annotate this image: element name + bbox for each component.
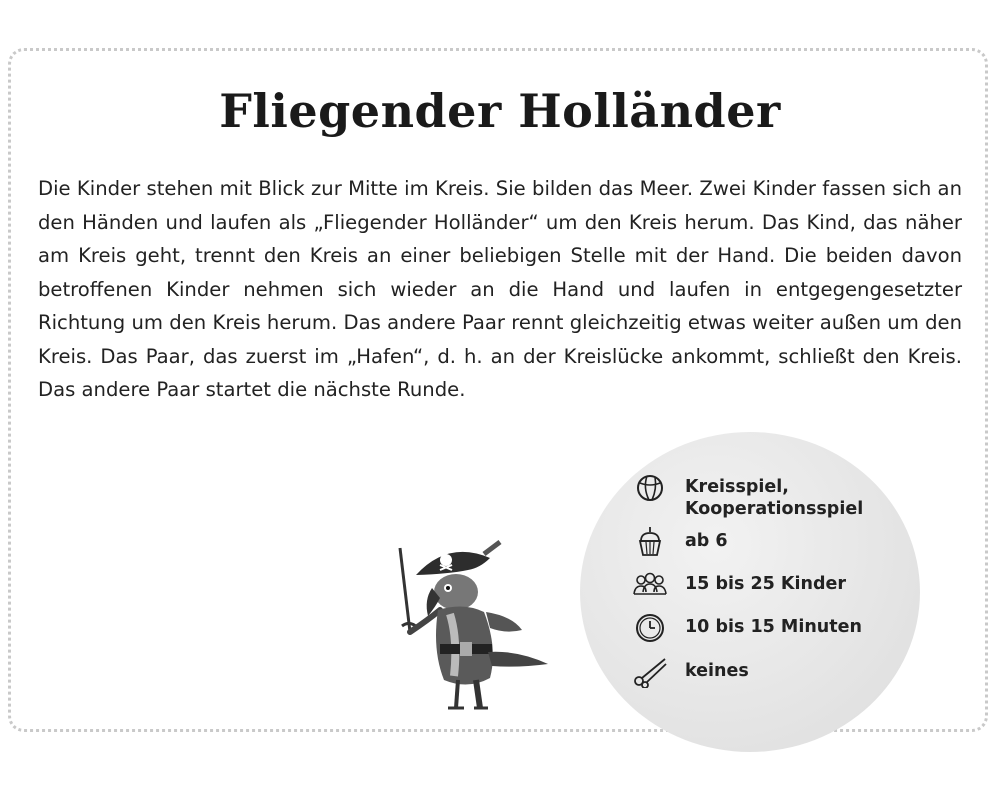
info-players: 15 bis 25 Kinder — [685, 574, 846, 594]
pirate-parrot-illustration — [388, 540, 558, 720]
game-info-circle — [580, 432, 920, 752]
game-description: Die Kinder stehen mit Blick zur Mitte im Kreis. Sie bilden das Meer. Zwei Kinder fassen sich an den Händen und laufen als „Fliegender Holländer“ um den Kreis herum. Das Kind, das näher am Kreis geht, trennt den Kreis an einer beliebigen Stelle mit der Hand. Die beiden davon betroffenen Kinder nehmen sich wieder an die Hand und laufen in entgegengesetzter Richtung um den Kreis herum. Das andere Paar rennt gleichzeitig etwas weiter außen um den Kreis. Das Paar, das zuerst im „Hafen“, d. h. an der Kreislücke ankommt, schließt den Kreis. Das andere Paar startet die nächste Runde. — [38, 177, 962, 401]
group-icon — [632, 567, 668, 603]
info-age: ab 6 — [685, 531, 728, 551]
info-row-duration — [580, 610, 920, 650]
clock-icon — [632, 610, 668, 646]
scissors-icon — [632, 654, 668, 690]
info-row-players — [580, 567, 920, 607]
page-title: Fliegender Holländer — [219, 84, 781, 138]
cupcake-icon — [632, 524, 668, 560]
ball-icon — [632, 470, 668, 506]
info-type-line1: Kreisspiel, — [685, 477, 789, 497]
info-materials: keines — [685, 661, 749, 681]
info-row-type — [580, 470, 920, 519]
info-row-materials — [580, 654, 920, 694]
info-row-age — [580, 524, 920, 564]
info-duration: 10 bis 15 Minuten — [685, 617, 862, 637]
info-type-line2: Kooperationsspiel — [685, 499, 864, 519]
